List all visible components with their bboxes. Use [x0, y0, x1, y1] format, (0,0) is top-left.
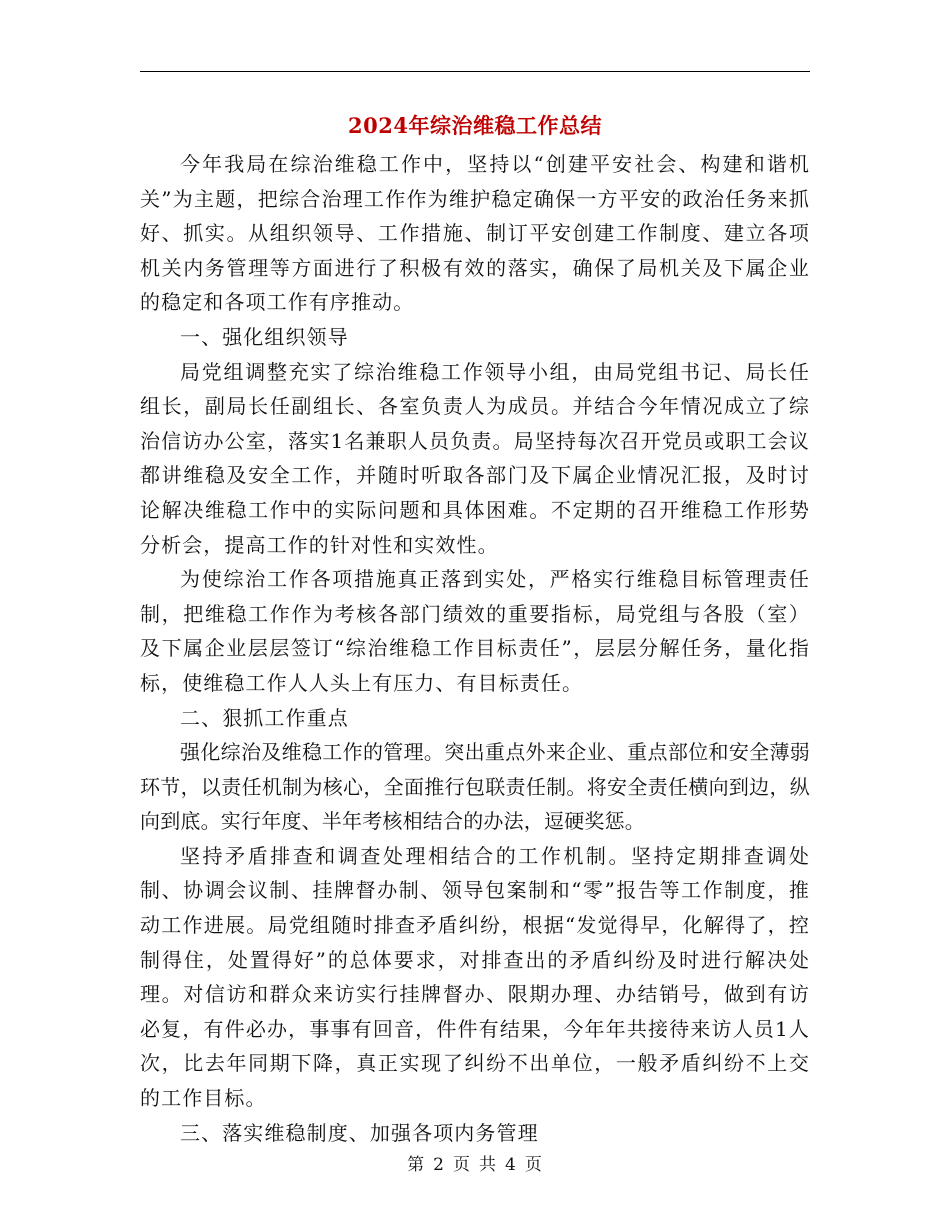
section-heading-3: 三、落实维稳制度、加强各项内务管理: [180, 1120, 539, 1145]
section-1-paragraph-1: 局党组调整充实了综治维稳工作领导小组，由局党组书记、局长任组长，副局长任副组长、各室负责人为成员。并结合今年情况成立了综治信访办公室，落实1名兼职人员负责。局坚持每次召开党员或职工会议都讲维稳及安全工作，并随时听取各部门及下属企业情况汇报，及时讨论解决维稳工作中的实际问题和具体困难。不定期的召开维稳工作形势分析会，提高工作的针对性和实效性。: [140, 359, 810, 557]
document-body: [140, 147, 810, 1150]
section-heading-2: 二、狠抓工作重点: [180, 705, 349, 730]
page-footer: [140, 1152, 810, 1178]
intro-paragraph: 今年我局在综治维稳工作中，坚持以“创建平安社会、构建和谐机关”为主题，把综合治理工作作为维护稳定确保一方平安的政治任务来抓好、抓实。从组织领导、工作措施、制订平安创建工作制度、建立各项机关内务管理等方面进行了积极有效的落实，确保了局机关及下属企业的稳定和各项工作有序推动。: [140, 152, 810, 315]
footer-current-page: 2: [433, 1155, 445, 1175]
footer-total-unit: 页: [524, 1155, 543, 1175]
footer-total-prefix: 共: [479, 1155, 497, 1175]
document-title: 2024年综治维稳工作总结: [348, 113, 602, 138]
section-2-paragraph-2: 坚持矛盾排查和调查处理相结合的工作机制。坚持定期排查调处制、协调会议制、挂牌督办制、领导包案制和“零”报告等工作制度，推动工作进展。局党组随时排查矛盾纠纷，根据“发觉得早，化解得了，控制得住，处置得好”的总体要求，对排查出的矛盾纠纷及时进行解决处理。对信访和群众来访实行挂牌督办、限期办理、办结销号，做到有访必复，有件必办，事事有回音，件件有结果，今年年共接待来访人员1人次，比去年同期下降，真正实现了纠纷不出单位，一般矛盾纠纷不上交的工作目标。: [140, 843, 810, 1111]
section-heading-1: 一、强化组织领导: [180, 324, 349, 349]
section-1-paragraph-2: 为使综治工作各项措施真正落到实处，严格实行维稳目标管理责任制，把维稳工作作为考核各部门绩效的重要指标，局党组与各股（室）及下属企业层层签订“综治维稳工作目标责任”，层层分解任务，量化指标，使维稳工作人人头上有压力、有目标责任。: [140, 567, 810, 695]
footer-prefix: 第: [407, 1155, 426, 1175]
header-rule: [140, 71, 810, 72]
section-2-paragraph-1: 强化综治及维稳工作的管理。突出重点外来企业、重点部位和安全薄弱环节，以责任机制为核心，全面推行包联责任制。将安全责任横向到边，纵向到底。实行年度、半年考核相结合的办法，逗硬奖惩。: [140, 740, 810, 834]
footer-page-unit: 页: [453, 1155, 471, 1175]
footer-total-pages: 4: [505, 1155, 517, 1175]
